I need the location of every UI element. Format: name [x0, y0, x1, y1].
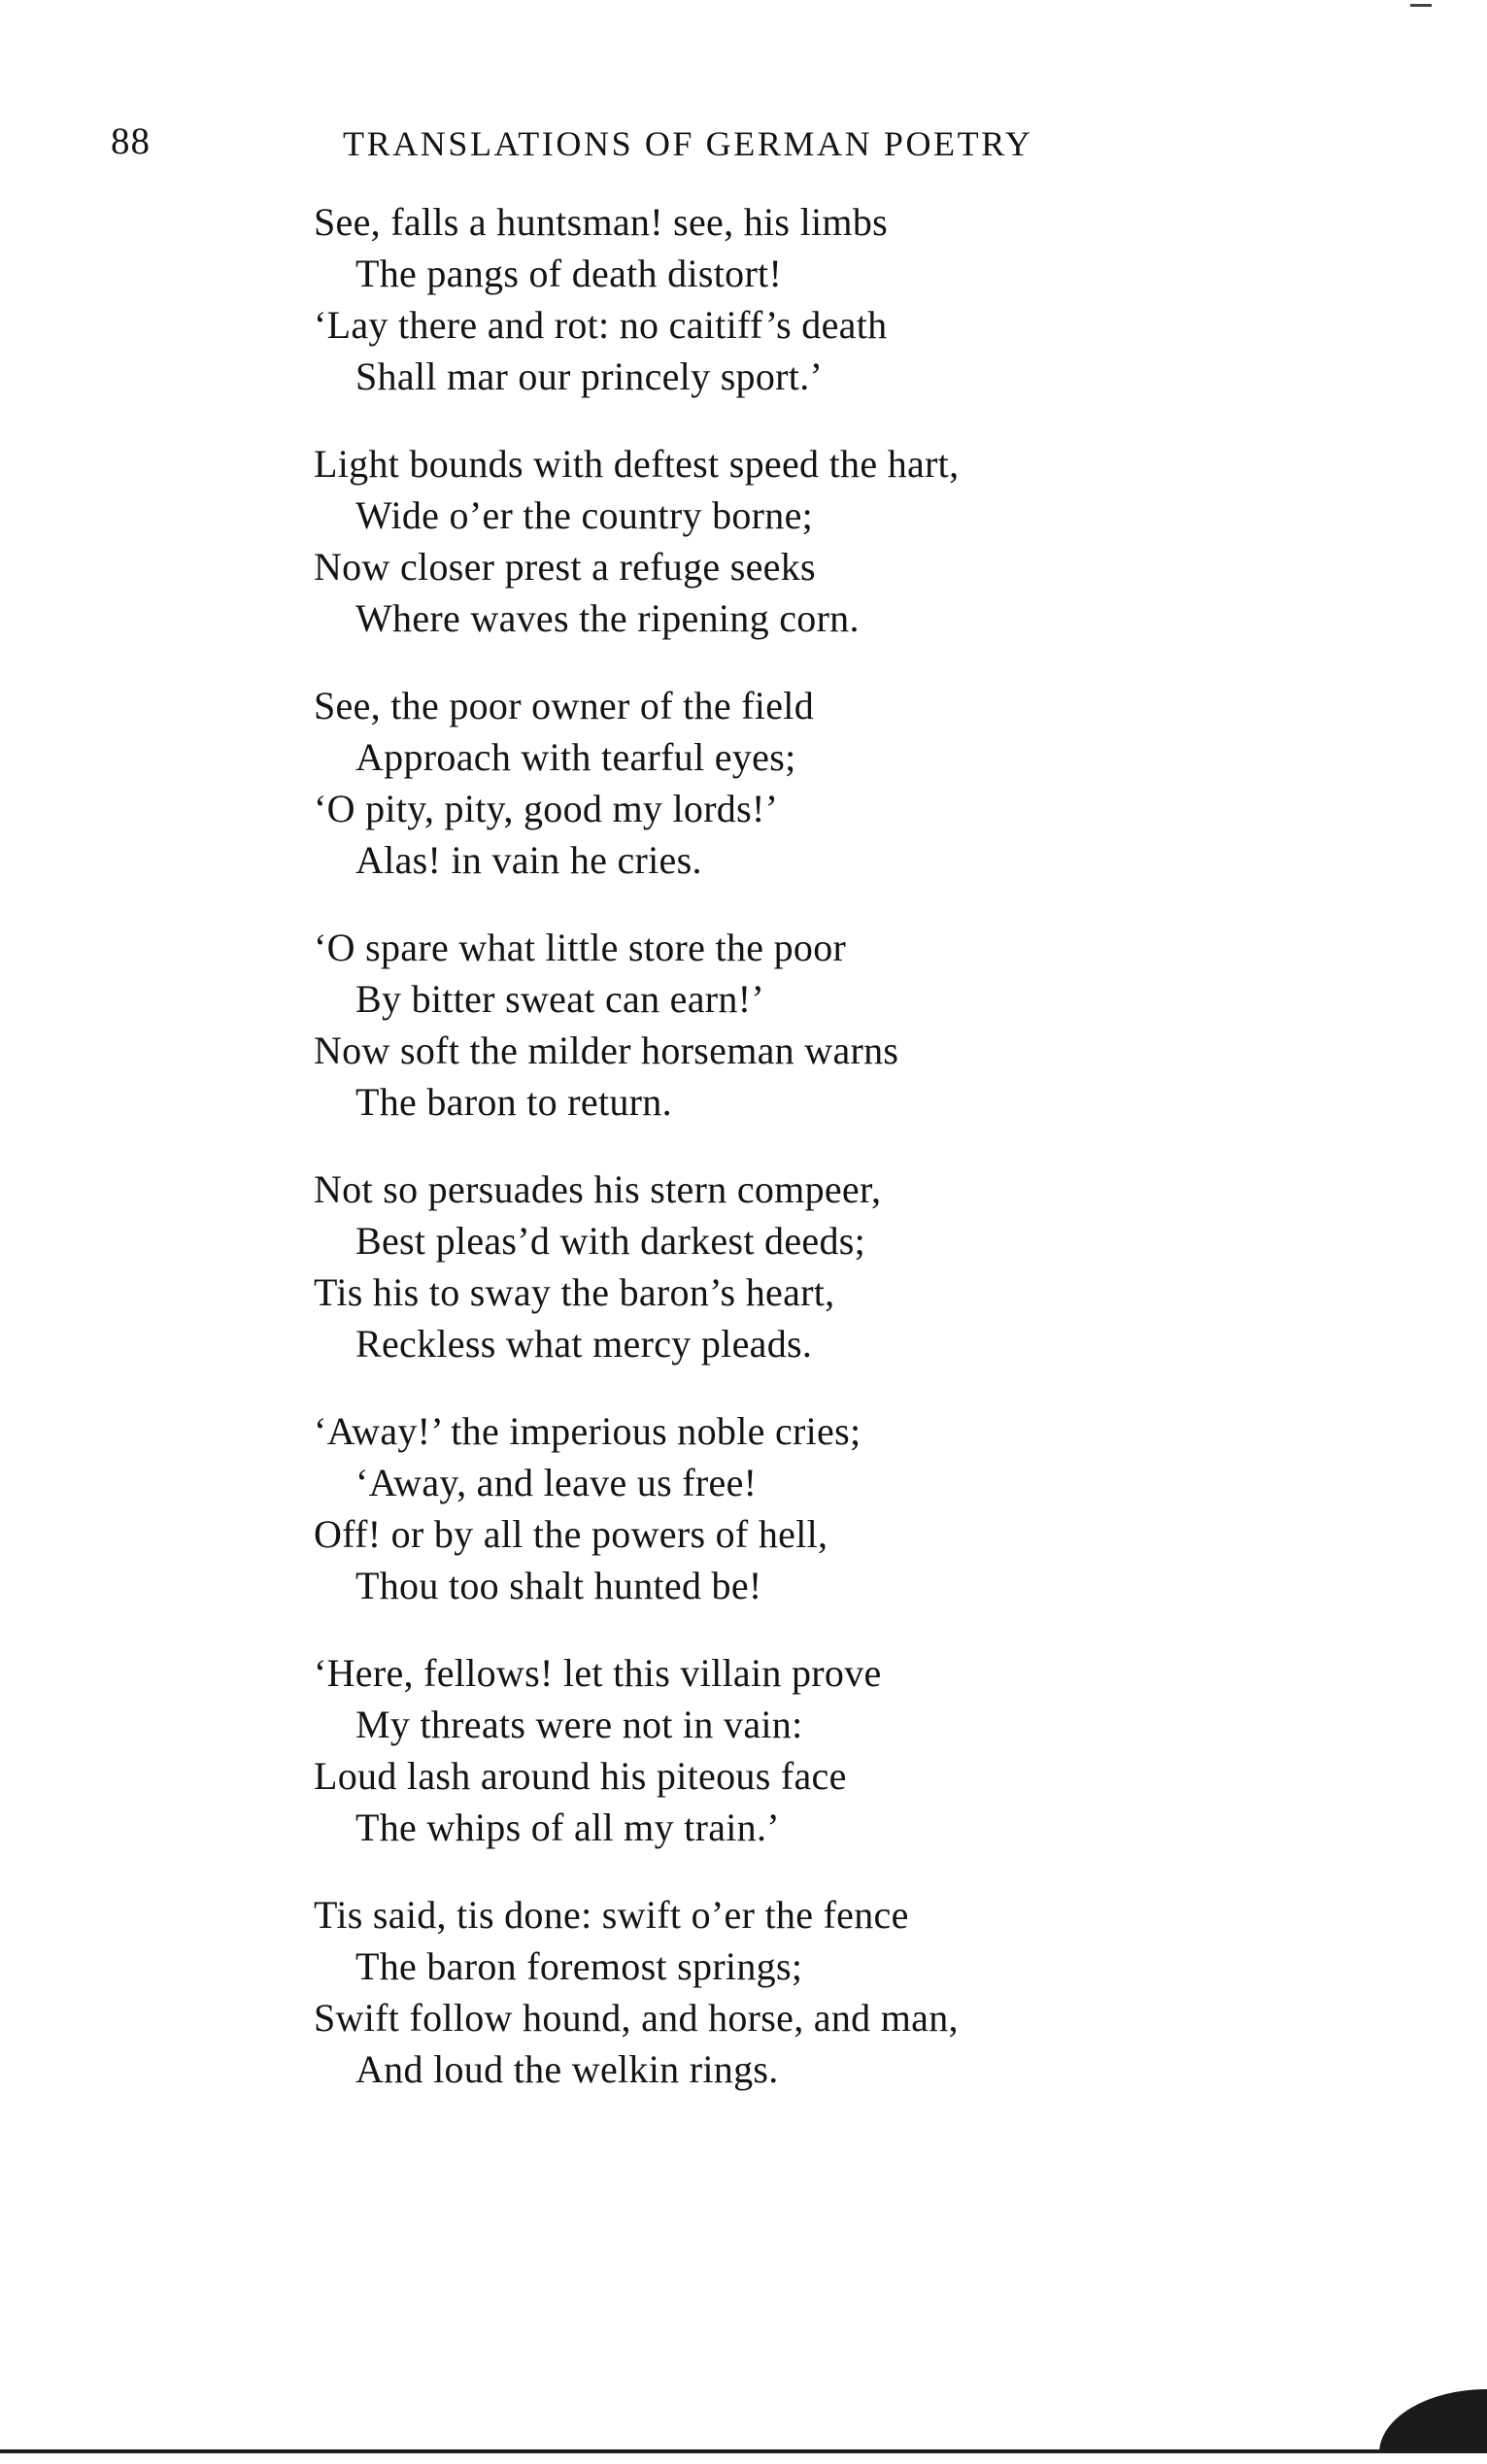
verse-line: ‘Lay there and rot: no caitiff’s death [314, 303, 888, 347]
verse-line: Off! or by all the powers of hell, [314, 1512, 828, 1556]
stanza [314, 196, 959, 402]
verse-line: ‘Away!’ the imperious noble cries; [314, 1409, 862, 1453]
verse-line: Approach with tearful eyes; [355, 735, 796, 779]
verse-line: Light bounds with deftest speed the hart, [314, 442, 960, 486]
verse-line: By bitter sweat can earn!’ [355, 977, 764, 1021]
page-bottom-edge [0, 2449, 1487, 2453]
verse-line: Tis his to sway the baron’s heart, [314, 1270, 835, 1314]
verse-line: See, falls a huntsman! see, his limbs [314, 200, 889, 244]
stanza [314, 1647, 959, 1853]
verse-line: Tis said, tis done: swift o’er the fence [314, 1893, 909, 1937]
verse-line: Wide o’er the country borne; [355, 493, 814, 537]
verse-line: Loud lash around his piteous face [314, 1754, 847, 1798]
page-number: 88 [111, 120, 151, 162]
verse-line: ‘Away, and leave us free! [355, 1461, 758, 1504]
verse-line: ‘O spare what little store the poor [314, 926, 847, 969]
verse-line: ‘Here, fellows! let this villain prove [314, 1651, 882, 1695]
poem [314, 196, 959, 2131]
verse-line: Shall mar our princely sport.’ [355, 354, 824, 398]
stanza [314, 438, 959, 644]
verse-line: My threats were not in vain: [355, 1703, 803, 1746]
verse-line: And loud the welkin rings. [355, 2047, 779, 2091]
stanza [314, 680, 959, 886]
verse-line: ‘O pity, pity, good my lords!’ [314, 787, 779, 830]
verse-line: The baron foremost springs; [355, 1944, 803, 1988]
verse-line: Swift follow hound, and horse, and man, [314, 1996, 959, 2040]
verse-line: Now closer prest a refuge seeks [314, 545, 816, 589]
verse-line: Best pleas’d with darkest deeds; [355, 1219, 866, 1263]
verse-line: The baron to return. [355, 1080, 672, 1124]
verse-line: Alas! in vain he cries. [355, 838, 702, 882]
page-curl-shadow [1379, 2389, 1487, 2453]
scan-mark [1410, 4, 1432, 7]
stanza [314, 922, 959, 1128]
verse-line: See, the poor owner of the field [314, 684, 814, 727]
stanza [314, 1164, 959, 1369]
stanza [314, 1405, 959, 1611]
running-head: TRANSLATIONS OF GERMAN POETRY [343, 124, 1033, 163]
verse-line: Thou too shalt hunted be! [355, 1564, 762, 1607]
verse-line: Where waves the ripening corn. [355, 596, 860, 640]
verse-line: The whips of all my train.’ [355, 1806, 780, 1849]
verse-line: Reckless what mercy pleads. [355, 1322, 813, 1366]
verse-line: Now soft the milder horseman warns [314, 1029, 899, 1072]
verse-line: The pangs of death distort! [355, 252, 783, 295]
verse-line: Not so persuades his stern compeer, [314, 1167, 882, 1211]
stanza [314, 1889, 959, 2095]
